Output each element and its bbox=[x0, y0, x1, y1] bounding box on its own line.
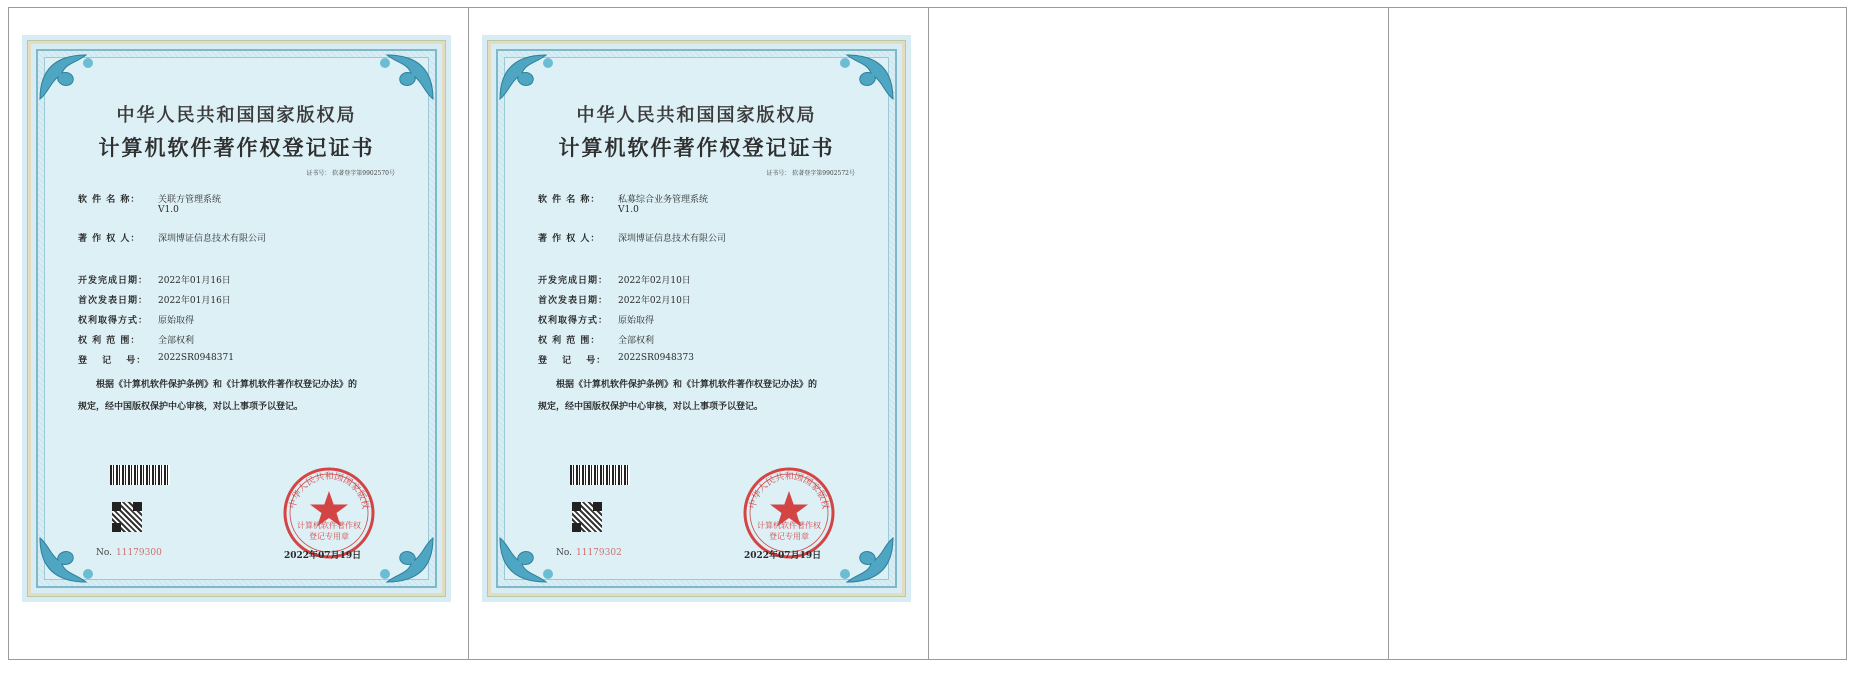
dev-date-field bbox=[538, 273, 691, 286]
corner-ornament-icon bbox=[827, 530, 897, 588]
scope-value: 全部权利 bbox=[158, 336, 195, 346]
corner-ornament-icon bbox=[36, 49, 106, 107]
dev-date-value: 2022年01月16日 bbox=[158, 276, 231, 286]
registration-field bbox=[78, 353, 234, 366]
owner-label: 著 作 权 人： bbox=[538, 234, 601, 244]
seal-line-2: 登记专用章 bbox=[309, 532, 349, 541]
legal-basis-line-1: 根据《计算机软件保护条例》和《计算机软件著作权登记办法》的 bbox=[96, 380, 358, 390]
serial-number bbox=[96, 548, 162, 558]
method-value: 原始取得 bbox=[158, 316, 195, 326]
serial-value: 11179302 bbox=[576, 548, 622, 558]
issuer-heading: 中华人民共和国国家版权局 bbox=[576, 105, 817, 126]
corner-ornament-icon bbox=[36, 530, 106, 588]
serial-number bbox=[556, 548, 622, 558]
certificate-number: 证书号： 软著登字第9902570号 bbox=[306, 170, 395, 177]
issuer-heading: 中华人民共和国国家版权局 bbox=[116, 105, 357, 126]
legal-basis-line-2: 规定，经中国版权保护中心审核，对以上事项予以登记。 bbox=[538, 402, 764, 412]
corner-ornament-icon bbox=[367, 530, 437, 588]
software-name-label: 软 件 名 称： bbox=[538, 195, 601, 205]
pub-date-label: 首次发表日期： bbox=[78, 296, 149, 306]
method-label: 权利取得方式： bbox=[538, 316, 609, 326]
official-seal bbox=[741, 465, 837, 561]
certificate-table bbox=[8, 7, 1847, 660]
owner-field bbox=[78, 231, 266, 244]
official-seal bbox=[281, 465, 377, 561]
pub-date-field bbox=[78, 293, 231, 306]
serial-label: No. bbox=[556, 548, 572, 558]
registration-number: 2022SR0948371 bbox=[158, 353, 234, 363]
registration-label: 登 记 号： bbox=[538, 356, 607, 366]
scope-field bbox=[78, 333, 194, 346]
seal-ring-text: 中华人民共和国国家版权 bbox=[288, 471, 370, 511]
corner-ornament-icon bbox=[827, 49, 897, 107]
seal-line-2: 登记专用章 bbox=[769, 532, 809, 541]
copyright-certificate bbox=[482, 35, 911, 602]
corner-ornament-icon bbox=[496, 530, 566, 588]
registration-number: 2022SR0948373 bbox=[618, 353, 694, 363]
pub-date-value: 2022年01月16日 bbox=[158, 296, 231, 306]
software-version-value: V1.0 bbox=[618, 205, 639, 215]
dev-date-value: 2022年02月10日 bbox=[618, 276, 691, 286]
dev-date-label: 开发完成日期： bbox=[78, 276, 149, 286]
seal-line-1: 计算机软件著作权 bbox=[297, 521, 361, 530]
pub-date-value: 2022年02月10日 bbox=[618, 296, 691, 306]
software-name-value: 关联方管理系统 bbox=[158, 195, 222, 205]
dev-date-label: 开发完成日期： bbox=[538, 276, 609, 286]
issue-date: 2022年07月19日 bbox=[284, 551, 362, 561]
software-name-field bbox=[538, 192, 708, 215]
table-cell-1 bbox=[9, 8, 469, 659]
corner-ornament-icon bbox=[496, 49, 566, 107]
software-name-value: 私募综合业务管理系统 bbox=[618, 195, 709, 205]
pub-date-field bbox=[538, 293, 691, 306]
owner-label: 著 作 权 人： bbox=[78, 234, 141, 244]
copyright-certificate bbox=[22, 35, 451, 602]
owner-value: 深圳博证信息技术有限公司 bbox=[618, 234, 727, 244]
scope-label: 权 利 范 围： bbox=[538, 336, 601, 346]
scope-label: 权 利 范 围： bbox=[78, 336, 141, 346]
corner-ornament-icon bbox=[367, 49, 437, 107]
seal-line-1: 计算机软件著作权 bbox=[757, 521, 821, 530]
software-name-label: 软 件 名 称： bbox=[78, 195, 141, 205]
certificate-number: 证书号： 软著登字第9902572号 bbox=[766, 170, 855, 177]
dev-date-field bbox=[78, 273, 231, 286]
barcode-icon bbox=[570, 465, 630, 485]
owner-field bbox=[538, 231, 726, 244]
certificate-title: 计算机软件著作权登记证书 bbox=[558, 135, 835, 160]
serial-label: No. bbox=[96, 548, 112, 558]
scope-value: 全部权利 bbox=[618, 336, 655, 346]
table-cell-2 bbox=[469, 8, 929, 659]
software-name-field bbox=[78, 192, 221, 215]
method-value: 原始取得 bbox=[618, 316, 655, 326]
legal-basis-line-1: 根据《计算机软件保护条例》和《计算机软件著作权登记办法》的 bbox=[556, 380, 818, 390]
seal-ring-text: 中华人民共和国国家版权 bbox=[748, 471, 830, 511]
serial-value: 11179300 bbox=[116, 548, 162, 558]
software-version-value: V1.0 bbox=[158, 205, 179, 215]
method-field bbox=[538, 313, 654, 326]
certificate-title: 计算机软件著作权登记证书 bbox=[98, 135, 375, 160]
qr-code-icon bbox=[572, 502, 602, 532]
pub-date-label: 首次发表日期： bbox=[538, 296, 609, 306]
barcode-icon bbox=[110, 465, 170, 485]
method-field bbox=[78, 313, 194, 326]
qr-code-icon bbox=[112, 502, 142, 532]
table-cell-4-empty bbox=[1389, 8, 1846, 659]
scope-field bbox=[538, 333, 654, 346]
registration-label: 登 记 号： bbox=[78, 356, 147, 366]
owner-value: 深圳博证信息技术有限公司 bbox=[158, 234, 267, 244]
table-cell-3-empty bbox=[929, 8, 1389, 659]
issue-date: 2022年07月19日 bbox=[744, 551, 822, 561]
registration-field bbox=[538, 353, 694, 366]
legal-basis-line-2: 规定，经中国版权保护中心审核，对以上事项予以登记。 bbox=[78, 402, 304, 412]
method-label: 权利取得方式： bbox=[78, 316, 149, 326]
